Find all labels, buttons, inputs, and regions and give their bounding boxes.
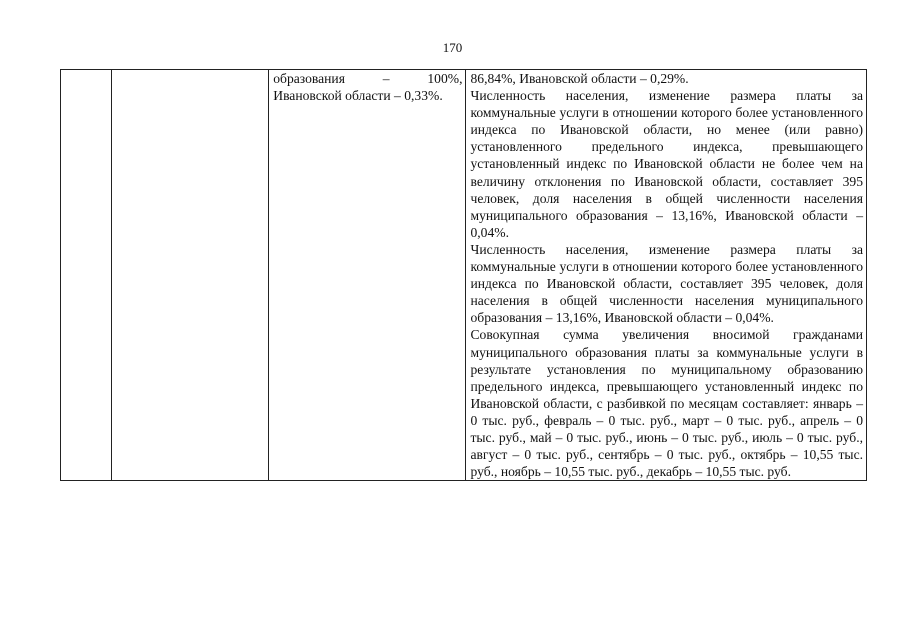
cell-text-col3: образования – 100%, Ивановской области – 0,33%. (273, 71, 463, 104)
table-cell-col3 (269, 70, 466, 481)
cell-text-col4 (466, 70, 866, 480)
table-cell-col1 (61, 70, 112, 481)
paragraph-population-above-index: Численность населения, изменение размера платы за коммунальные услуги в отношении которого более установленного индекса по Ивановской области, составляет 395 человек, доля населения в общей численности населения муниципального образования – 13,16%, Ивановской области – 0,04%. (470, 241, 863, 326)
paragraph-share-continuation: 86,84%, Ивановской области – 0,29%. (470, 71, 689, 86)
table-row (61, 70, 867, 481)
document-table (60, 69, 867, 481)
page-number: 170 (442, 40, 463, 55)
paragraph-population-within-limit: Численность населения, изменение размера платы за коммунальные услуги в отношении которого более установленного индекса по Ивановской области, но менее (или равно) установленного предельного индекса, превышающего установленный индекс по Ивановской области не более чем на величину отклонения по Ивановской области, составляет 395 человек, доля населения в общей численности населения муниципального образования – 13,16%, Ивановской области – 0,04%. (470, 88, 863, 240)
table-cell-col2 (112, 70, 269, 481)
paragraph-monthly-increase: Совокупная сумма увеличения вносимой гражданами муниципального образования платы за коммунальные услуги в результате установления по муниципальному образованию предельного индекса, превышающего установленный индекс по Ивановской области, с разбивкой по месяцам составляет: январь – 0 тыс. руб., февраль – 0 тыс. руб., март – 0 тыс. руб., апрель – 0 тыс. руб., май – 0 тыс. руб., июнь – 0 тыс. руб., июль – 0 тыс. руб., август – 0 тыс. руб., сентябрь – 0 тыс. руб., октябрь – 10,55 тыс. руб., ноябрь – 10,55 тыс. руб., декабрь – 10,55 тыс. руб. (470, 327, 863, 480)
table-cell-col4 (466, 70, 867, 481)
